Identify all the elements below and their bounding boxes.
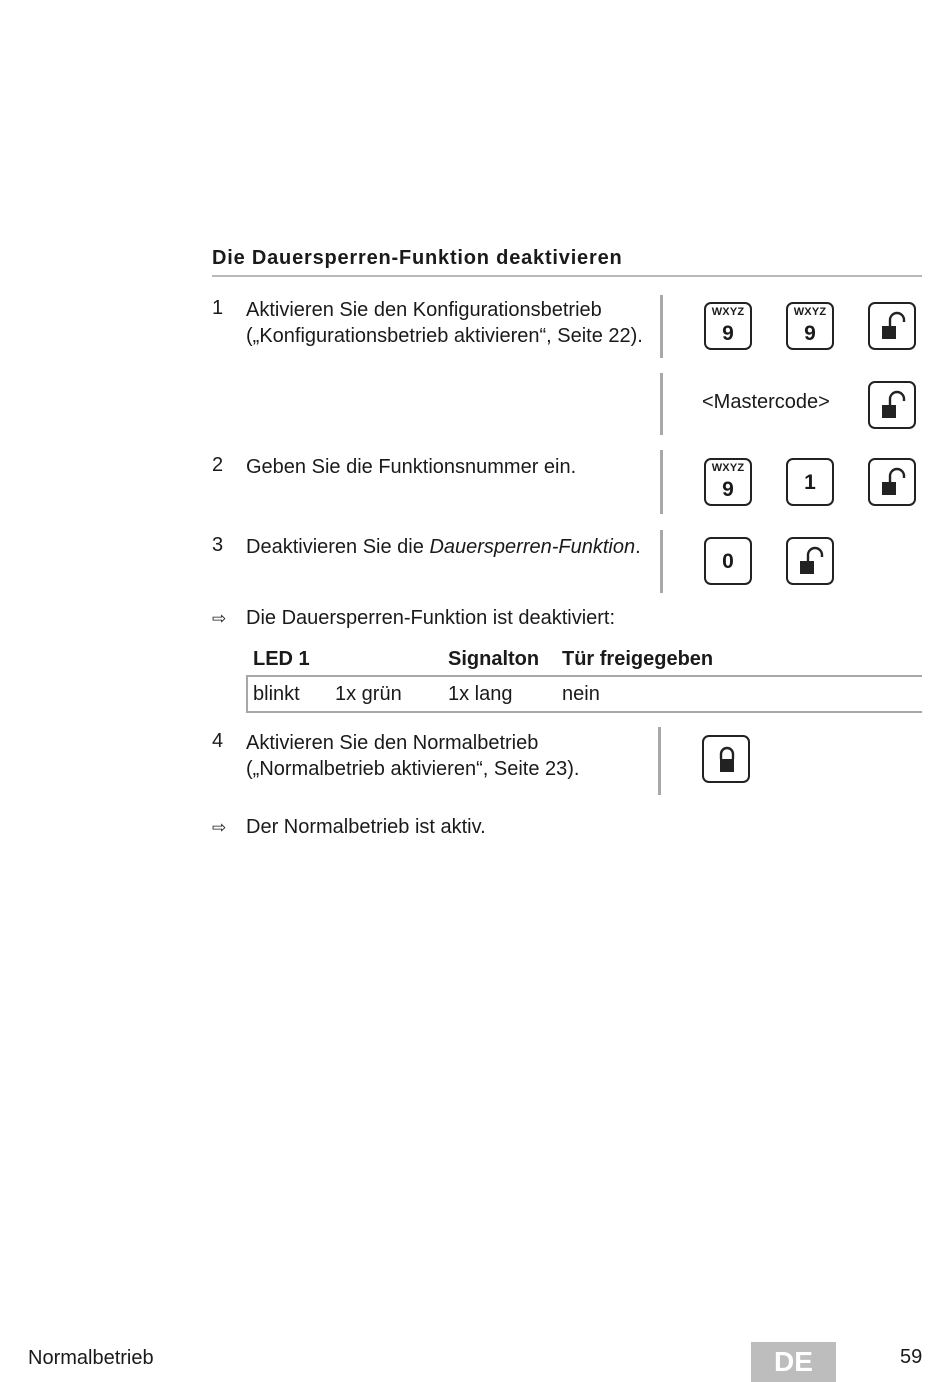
step-text-2: Geben Sie die Funktionsnummer ein. xyxy=(246,456,577,478)
key-unlock[interactable] xyxy=(786,537,834,585)
step-number-4: 4 xyxy=(212,730,224,752)
step-text-1-line1: Aktivieren Sie den Konfigurationsbetrieb xyxy=(246,299,602,321)
divider-step2 xyxy=(660,450,663,514)
result-arrow-icon: ⇨ xyxy=(212,609,227,628)
step-text-3 xyxy=(246,534,651,560)
lock-open-icon xyxy=(880,389,906,421)
key-main-label: 9 xyxy=(722,478,734,501)
function-name-italic: Dauersperren-Funktion xyxy=(429,536,636,558)
key-main-label: 9 xyxy=(804,322,816,345)
step-text-1-line2: („Konfigurationsbetrieb aktivieren“, Seite 22). xyxy=(246,325,643,347)
key-unlock[interactable] xyxy=(868,458,916,506)
key-unlock[interactable] xyxy=(868,381,916,429)
step-text-4 xyxy=(246,730,651,782)
table-left-rule xyxy=(246,676,248,712)
table-header-led: LED 1 xyxy=(253,648,310,670)
key-sub-label: WXYZ xyxy=(711,462,745,474)
key-0[interactable] xyxy=(704,537,752,585)
table-cell: nein xyxy=(562,683,600,705)
divider-step3 xyxy=(660,530,663,593)
key-unlock[interactable] xyxy=(868,302,916,350)
page-number: 59 xyxy=(900,1346,923,1368)
step-text-3-prefix: Deaktivieren Sie die xyxy=(246,536,430,558)
key-1[interactable] xyxy=(786,458,834,506)
mastercode-label: <Mastercode> xyxy=(702,391,830,413)
footer-section-name: Normalbetrieb xyxy=(28,1347,154,1369)
lock-closed-icon xyxy=(714,743,740,775)
result-arrow-icon: ⇨ xyxy=(212,818,227,837)
divider-mastercode xyxy=(660,373,663,435)
step-text-1 xyxy=(246,297,651,349)
step-number-2: 2 xyxy=(212,454,224,476)
table-header-rule xyxy=(246,675,922,677)
divider-step4 xyxy=(658,727,661,795)
step-text-4-line1: Aktivieren Sie den Normalbetrieb xyxy=(246,732,539,754)
step-text-3-suffix: . xyxy=(635,536,641,558)
key-main-label: 9 xyxy=(722,322,734,345)
key-9-wxyz[interactable] xyxy=(786,302,834,350)
lock-open-icon xyxy=(880,310,906,342)
key-9-wxyz[interactable] xyxy=(704,302,752,350)
key-lock[interactable] xyxy=(702,735,750,783)
result-text-1: Die Dauersperren-Funktion ist deaktiviert: xyxy=(246,607,616,629)
step-text-4-line2: („Normalbetrieb aktivieren“, Seite 23). xyxy=(246,758,580,780)
language-badge: DE xyxy=(751,1342,836,1382)
divider-step1 xyxy=(660,295,663,358)
result-text-2: Der Normalbetrieb ist aktiv. xyxy=(246,816,486,838)
title-rule xyxy=(212,275,922,277)
table-cell: blinkt xyxy=(253,683,300,705)
step-number-3: 3 xyxy=(212,534,224,556)
table-bottom-rule xyxy=(246,711,922,713)
key-main-label: 0 xyxy=(722,550,734,573)
step-number-1: 1 xyxy=(212,297,224,319)
table-header-door: Tür freigegeben xyxy=(562,648,714,670)
lock-open-icon xyxy=(880,466,906,498)
key-sub-label: WXYZ xyxy=(793,306,827,318)
table-cell: 1x grün xyxy=(335,683,402,705)
table-header-signal: Signalton xyxy=(448,648,540,670)
lock-open-icon xyxy=(798,545,824,577)
table-cell: 1x lang xyxy=(448,683,513,705)
section-title: Die Dauersperren-Funktion deaktivieren xyxy=(212,247,623,269)
key-main-label: 1 xyxy=(804,471,816,494)
key-sub-label: WXYZ xyxy=(711,306,745,318)
key-9-wxyz[interactable] xyxy=(704,458,752,506)
